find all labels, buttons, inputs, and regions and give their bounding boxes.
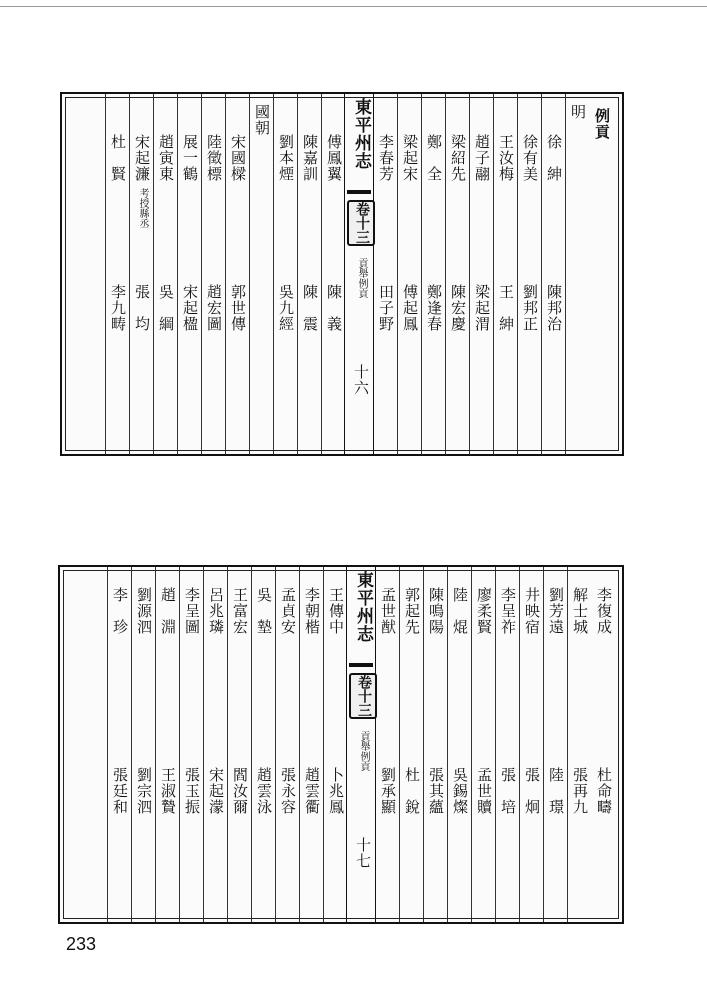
- name-top: 梁紹先: [449, 134, 467, 182]
- name-top: 陳鳴陽: [427, 587, 445, 635]
- name-bottom: 張 炯: [523, 767, 541, 815]
- lower-left-col-4: [227, 567, 252, 922]
- upper-left-col-6: [153, 94, 178, 454]
- name-bottom: 張 均: [133, 284, 151, 332]
- lower-center-fold: [346, 567, 376, 922]
- name-top: 陸徵標: [205, 134, 223, 182]
- name-bottom: 宋起楹: [181, 284, 199, 332]
- name-top: 徐有美: [521, 134, 539, 182]
- juan-label: 卷十三: [347, 200, 375, 246]
- name-top: 廖柔賢: [475, 587, 493, 635]
- name-top: 王傳中: [327, 587, 345, 635]
- name-top: 劉源泗: [135, 587, 153, 635]
- name-top: 陸 焜: [451, 587, 469, 635]
- name-bottom: 陳 震: [301, 284, 319, 332]
- name-bottom: 杜命疇: [595, 767, 613, 815]
- name-bottom: 梁起渭: [473, 284, 491, 332]
- name-bottom: 吳九經: [277, 284, 295, 332]
- juan-label: 卷十三: [349, 673, 377, 719]
- upper-left-col-0: [321, 94, 346, 454]
- lower-left-col-8: [131, 567, 156, 922]
- name-top: 王富宏: [231, 587, 249, 635]
- name-top: 陳嘉訓: [301, 134, 319, 182]
- name-bottom: 孟世贖: [475, 767, 493, 815]
- name-bottom: 陳邦治: [545, 284, 563, 332]
- upper-right-col-1: [517, 94, 542, 454]
- upper-right-col-4: [445, 94, 470, 454]
- lower-right-col-0: [592, 567, 616, 922]
- name-top: 王汝梅: [497, 134, 515, 182]
- name-bottom: 張其蘊: [427, 767, 445, 815]
- name-top: 李 珍: [111, 587, 129, 635]
- section-label: 貢舉例貢: [358, 731, 369, 771]
- lower-left-col-2: [275, 567, 300, 922]
- leaf-number: 十六: [352, 364, 370, 396]
- upper-right-col-2: [493, 94, 518, 454]
- name-bottom: 陸 璟: [547, 767, 565, 815]
- name-top: 劉本煙: [277, 134, 295, 182]
- dynasty-label-ming: 明: [569, 104, 587, 120]
- name-bottom: 王淑贄: [159, 767, 177, 815]
- name-bottom: 陳宏慶: [449, 284, 467, 332]
- upper-right-col-0: [541, 94, 566, 454]
- name-bottom: 傅起鳳: [401, 284, 419, 332]
- upper-right-col-7: [373, 94, 398, 454]
- name-top: 劉芳遠: [547, 587, 565, 635]
- lower-left-col-7: [155, 567, 180, 922]
- lower-right-col-1: [567, 567, 592, 922]
- name-bottom: 張永容: [279, 767, 297, 815]
- lower-left-col-3: [251, 567, 276, 922]
- name-top: 趙子翮: [473, 134, 491, 182]
- name-top: 李春芳: [377, 134, 395, 182]
- name-top: 李朝楷: [303, 587, 321, 635]
- name-top: 鄭 全: [425, 134, 443, 182]
- name-bottom: 閻汝爾: [231, 767, 249, 815]
- name-bottom: 張廷和: [111, 767, 129, 815]
- upper-heading-column: [590, 94, 614, 454]
- name-bottom: 吳錫燦: [451, 767, 469, 815]
- name-top: 孟世猷: [379, 587, 397, 635]
- scan-page-number: 233: [66, 934, 97, 954]
- name-bottom: 李九畴: [109, 284, 127, 332]
- name-bottom: 田子野: [377, 284, 395, 332]
- name-bottom: 趙宏圖: [205, 284, 223, 332]
- name-bottom: 張玉振: [183, 767, 201, 815]
- name-bottom: 陳 義: [325, 284, 343, 332]
- upper-left-col-2: [273, 94, 298, 454]
- name-bottom: 郭世傳: [229, 284, 247, 332]
- upper-left-col-1: [297, 94, 322, 454]
- leaf-number: 十七: [354, 837, 372, 869]
- page-top-rule: [0, 6, 707, 7]
- section-label: 貢舉例貢: [356, 258, 367, 298]
- lower-right-col-2: [543, 567, 568, 922]
- lower-page-spread: [58, 565, 624, 924]
- lower-left-col-1: [299, 567, 324, 922]
- name-bottom: 吳 綱: [157, 284, 175, 332]
- name-top: 郭起先: [403, 587, 421, 635]
- upper-guochao-column: [249, 94, 274, 454]
- name-bottom: 劉承顯: [379, 767, 397, 815]
- lower-right-col-7: [423, 567, 448, 922]
- upper-right-col-5: [421, 94, 446, 454]
- name-bottom: 鄭逢春: [425, 284, 443, 332]
- name-top: 宋國樑: [229, 134, 247, 182]
- name-top: 展一鶴: [181, 134, 199, 182]
- name-bottom: 王 紳: [497, 284, 515, 332]
- lower-right-col-8: [399, 567, 424, 922]
- upper-dynasty-column: [565, 94, 590, 454]
- upper-page-spread: [60, 92, 624, 456]
- lower-left-col-9: [107, 567, 132, 922]
- name-bottom: 張再九: [571, 767, 589, 815]
- name-top: 李復成: [595, 587, 613, 635]
- lower-right-col-5: [471, 567, 496, 922]
- name-bottom: 趙雲泳: [255, 767, 273, 815]
- lower-right-col-9: [375, 567, 400, 922]
- name-note: 考授縣丞: [137, 188, 148, 228]
- name-top: 宋起濂: [133, 134, 151, 182]
- book-title: 東平州志: [351, 98, 371, 170]
- name-top: 呂兆璘: [207, 587, 225, 635]
- name-top: 解士城: [571, 587, 589, 635]
- lower-left-col-0: [323, 567, 348, 922]
- name-top: 李呈圖: [183, 587, 201, 635]
- name-bottom: 趙雲衢: [303, 767, 321, 815]
- upper-left-col-3: [225, 94, 250, 454]
- name-top: 李呈祚: [499, 587, 517, 635]
- upper-heading: 例貢: [593, 108, 611, 140]
- lower-right-col-6: [447, 567, 472, 922]
- upper-left-col-5: [177, 94, 202, 454]
- name-top: 趙寅東: [157, 134, 175, 182]
- upper-right-col-6: [397, 94, 422, 454]
- name-bottom: 劉宗泗: [135, 767, 153, 815]
- lower-right-col-3: [519, 567, 544, 922]
- name-bottom: 杜 銳: [403, 767, 421, 815]
- name-bottom: 卜兆鳳: [327, 767, 345, 815]
- name-bottom: 張 培: [499, 767, 517, 815]
- upper-right-col-3: [469, 94, 494, 454]
- name-top: 孟貞安: [279, 587, 297, 635]
- name-top: 杜 賢: [109, 134, 127, 182]
- upper-left-col-7: [129, 94, 154, 454]
- name-top: 傅鳳翼: [325, 134, 343, 182]
- lower-right-col-4: [495, 567, 520, 922]
- name-top: 梁起宋: [401, 134, 419, 182]
- lower-left-col-6: [179, 567, 204, 922]
- upper-left-col-8: [105, 94, 130, 454]
- name-top: 趙 淵: [159, 587, 177, 635]
- dynasty-label-guochao: 國朝: [253, 104, 271, 136]
- upper-center-fold: [344, 94, 374, 454]
- name-bottom: 宋起濛: [207, 767, 225, 815]
- name-top: 井映宿: [523, 587, 541, 635]
- name-top: 吳 墊: [255, 587, 273, 635]
- name-bottom: 劉邦正: [521, 284, 539, 332]
- name-top: 徐 紳: [545, 134, 563, 182]
- book-title: 東平州志: [353, 571, 373, 643]
- lower-left-col-5: [203, 567, 228, 922]
- upper-left-col-4: [201, 94, 226, 454]
